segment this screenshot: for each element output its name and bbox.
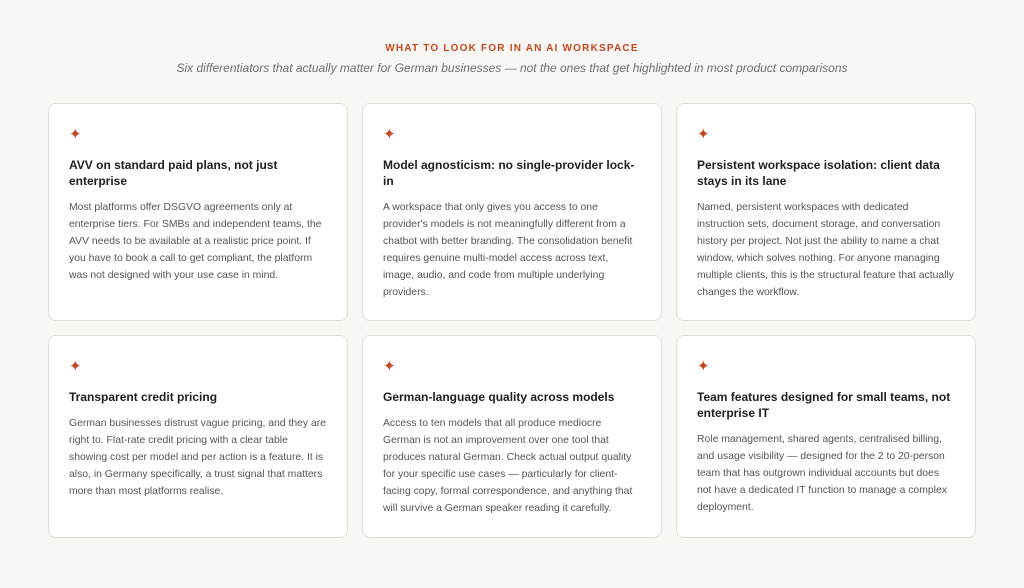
section-header (0, 0, 1024, 76)
section-eyebrow: WHAT TO LOOK FOR IN AN AI WORKSPACE (385, 43, 639, 54)
sparkle-icon: ✦ (697, 357, 710, 375)
sparkle-icon: ✦ (697, 125, 710, 143)
sparkle-icon: ✦ (383, 125, 396, 143)
card-title: Team features designed for small teams, not enterprise IT (697, 390, 951, 420)
card-body: Named, persistent workspaces with dedicated instruction sets, document storage, and conversation history per project. Not just the ability to name a chat window, which solves nothing. For anyone managing multiple clients, this is the structural feature that actually changes the workflow. (697, 202, 954, 298)
card-title: AVV on standard paid plans, not just enterprise (69, 158, 278, 188)
differentiator-card-german-quality (362, 335, 662, 538)
differentiator-card-avv (48, 103, 348, 321)
sparkle-icon: ✦ (383, 357, 396, 375)
card-title: German-language quality across models (383, 390, 615, 404)
card-body: A workspace that only gives you access to one provider's models is not meaningfully different from a chatbot with better branding. The consolidation benefit requires genuine multi-model access across text, image, audio, and code from multiple underlying providers. (383, 202, 633, 298)
card-title: Transparent credit pricing (69, 390, 218, 404)
differentiator-card-model-agnosticism (362, 103, 662, 321)
card-body: German businesses distrust vague pricing, and they are right to. Flat-rate credit pricing with a clear table showing cost per model and per action is a feature. It is also, in Germany specifically, a trust signal that matters more than most platforms realise. (69, 418, 327, 497)
differentiator-card-credit-pricing (48, 335, 348, 538)
section-subtitle: Six differentiators that actually matter for German businesses — not the ones that get highlighted in most product comparisons (176, 61, 848, 75)
card-body: Access to ten models that all produce mediocre German is not an improvement over one tool that produces natural German. Check actual output quality for your specific use cases — particularly for client-facing copy, formal correspondence, and anything that will survive a German speaker reading it carefully. (383, 418, 633, 514)
card-body: Role management, shared agents, centralised billing, and usage visibility — designed for the 2 to 20-person team that has outgrown individual accounts but does not have a dedicated IT function to manage a complex deployment. (697, 434, 947, 513)
card-title: Persistent workspace isolation: client data stays in its lane (697, 158, 940, 188)
card-title: Model agnosticism: no single-provider lock-in (383, 158, 635, 188)
sparkle-icon: ✦ (69, 125, 82, 143)
differentiator-grid (48, 103, 976, 538)
differentiator-card-workspace-isolation (676, 103, 976, 321)
card-body: Most platforms offer DSGVO agreements only at enterprise tiers. For SMBs and independent teams, the AVV needs to be available at a realistic price point. If you have to book a call to get compliant, the platform was not designed with your use case in mind. (69, 202, 322, 281)
sparkle-icon: ✦ (69, 357, 82, 375)
differentiator-card-team-features (676, 335, 976, 538)
